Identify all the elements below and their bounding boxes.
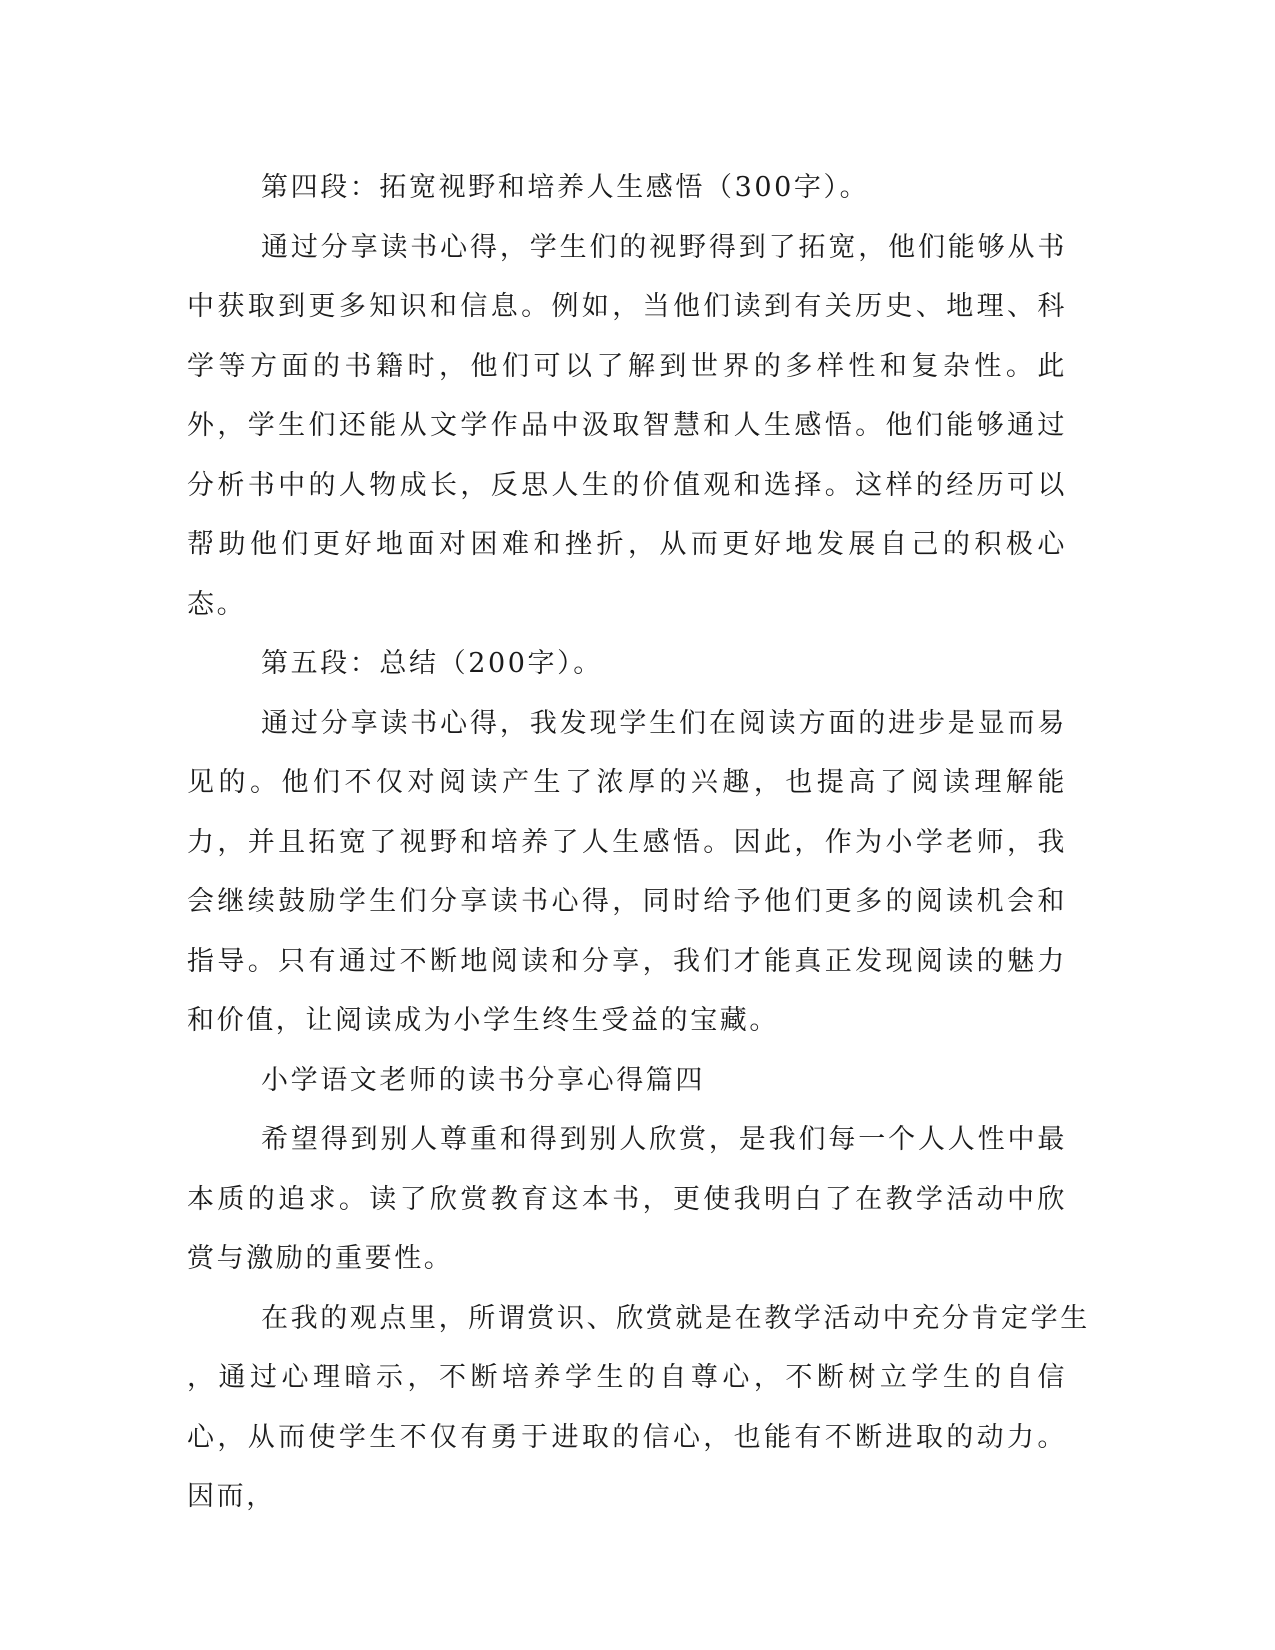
article-4-paragraph-2-continuation: ，通过心理暗示，不断培养学生的自尊心，不断树立学生的自信心，从而使学生不仅有勇于进取的信心，也能有不断进取的动力。因而， [187,1362,1067,1512]
article-4-title: 小学语文老师的读书分享心得篇四 [261,1064,705,1096]
article-4-paragraph-1: 希望得到别人尊重和得到别人欣赏，是我们每一个人人性中最本质的追求。读了欣赏教育这本书，更使我明白了在教学活动中欣赏与激励的重要性。 [187,1124,1067,1274]
article-4-paragraph-2-first-line: 在我的观点里，所谓赏识、欣赏就是在教学活动中充分肯定学生 [261,1302,1090,1334]
section-4-heading: 第四段：拓宽视野和培养人生感悟（300字）。 [261,172,870,203]
section-4-paragraph: 通过分享读书心得，学生们的视野得到了拓宽，他们能够从书中获取到更多知识和信息。例如，当他们读到有关历史、地理、科学等方面的书籍时，他们可以了解到世界的多样性和复杂性。此外，学生们还能从文学作品中汲取智慧和人生感悟。他们能够通过分析书中的人物成长，反思人生的价值观和选择。这样的经历可以帮助他们更好地面对困难和挫折，从而更好地发展自己的积极心态。 [187,231,1067,620]
section-5-paragraph: 通过分享读书心得，我发现学生们在阅读方面的进步是显而易见的。他们不仅对阅读产生了浓厚的兴趣，也提高了阅读理解能力，并且拓宽了视野和培养了人生感悟。因此，作为小学老师，我会继续鼓励学生们分享读书心得，同时给予他们更多的阅读机会和指导。只有通过不断地阅读和分享，我们才能真正发现阅读的魅力和价值，让阅读成为小学生终生受益的宝藏。 [187,707,1067,1036]
document-body [187,158,1090,1527]
section-5-heading: 第五段：总结（200字）。 [261,648,603,679]
